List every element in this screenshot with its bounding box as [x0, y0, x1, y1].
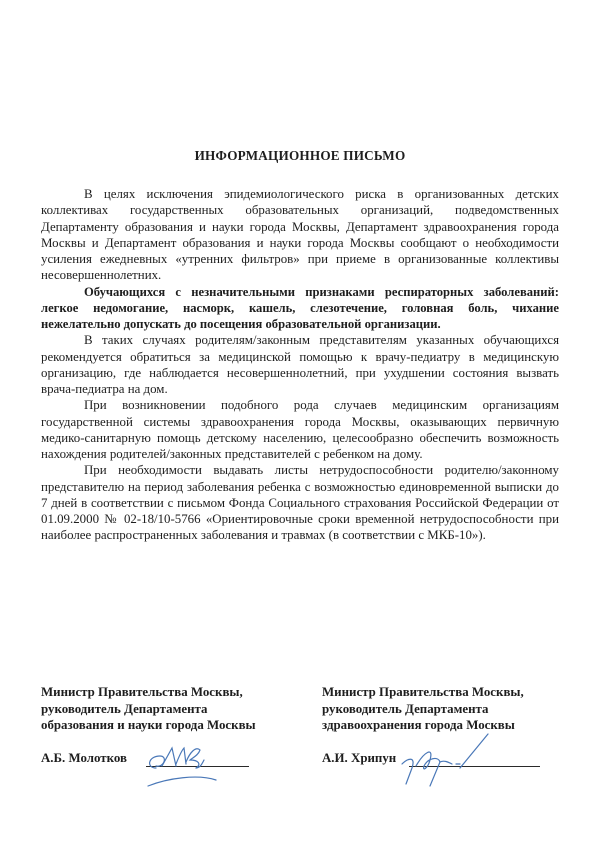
document-body [41, 186, 559, 544]
signatory-right-name: А.И. Хрипун [322, 751, 397, 765]
signatory-right-line: руководитель Департамента [322, 701, 489, 716]
paragraph-medical-orgs: При возникновении подобного рода случаев медицинским организациям государственной системы здравоохранения города Москвы, оказывающих первичную медико-санитарную помощь детскому населению, целесообразно обеспечить возможность нахождения родителей/законных представителей с ребенком на дому. [41, 398, 559, 461]
signatory-left-line: Министр Правительства Москвы, [41, 685, 243, 699]
signatory-right-line: здравоохранения города Москвы [322, 718, 515, 732]
signatory-left-title [41, 684, 311, 734]
signatory-right-title [322, 684, 582, 734]
document-title: ИНФОРМАЦИОННОЕ ПИСЬМО [194, 148, 406, 163]
signatory-right-line: Министр Правительства Москвы, [322, 685, 524, 699]
handwritten-signature-left [138, 738, 268, 788]
signatory-left-line: образования и науки города Москвы [41, 718, 256, 732]
handwritten-signature-right [394, 728, 524, 788]
paragraph-intro: В целях исключения эпидемиологического риска в организованных детских коллективах государственных образовательных организаций, подведомственных Департаменту образования и науки города Москвы, Департамент здравоохранения города Москвы и Департамент образования и науки города Москвы сообщают о необходимости усиления ежедневных «утренних фильтров» при приеме в организованные коллективы несовершеннолетних. [41, 187, 559, 283]
paragraph-symptoms: Обучающихся с незначительными признаками респираторных заболеваний: легкое недомогание, насморк, кашель, слезотечение, головная боль, чихание нежелательно допускать до посещения образовательной организации. [41, 284, 559, 331]
paragraph-sick-leave: При необходимости выдавать листы нетрудоспособности родителю/законному представителю на период заболевания ребенка с возможностью единовременной выписки до 7 дней в соответствии с письмом Фонда Социального страхования Российской Федерации от 01.09.2000 № 02-18/10-5766 «Ориентировочные сроки временной нетрудоспособности при наиболее распространенных заболевания и травмах (в соответствии с МКБ-10»). [41, 463, 559, 543]
signatory-left-name: А.Б. Молотков [41, 751, 127, 765]
paragraph-parents: В таких случаях родителям/законным представителям указанных обучающихся рекомендуется обратиться за медицинской помощью к врачу-педиатру в медицинскую организацию, где наблюдается несовершеннолетний, при ухудшении состояния вызвать врача-педиатра на дом. [41, 333, 559, 396]
signatory-left-line: руководитель Департамента [41, 701, 208, 716]
